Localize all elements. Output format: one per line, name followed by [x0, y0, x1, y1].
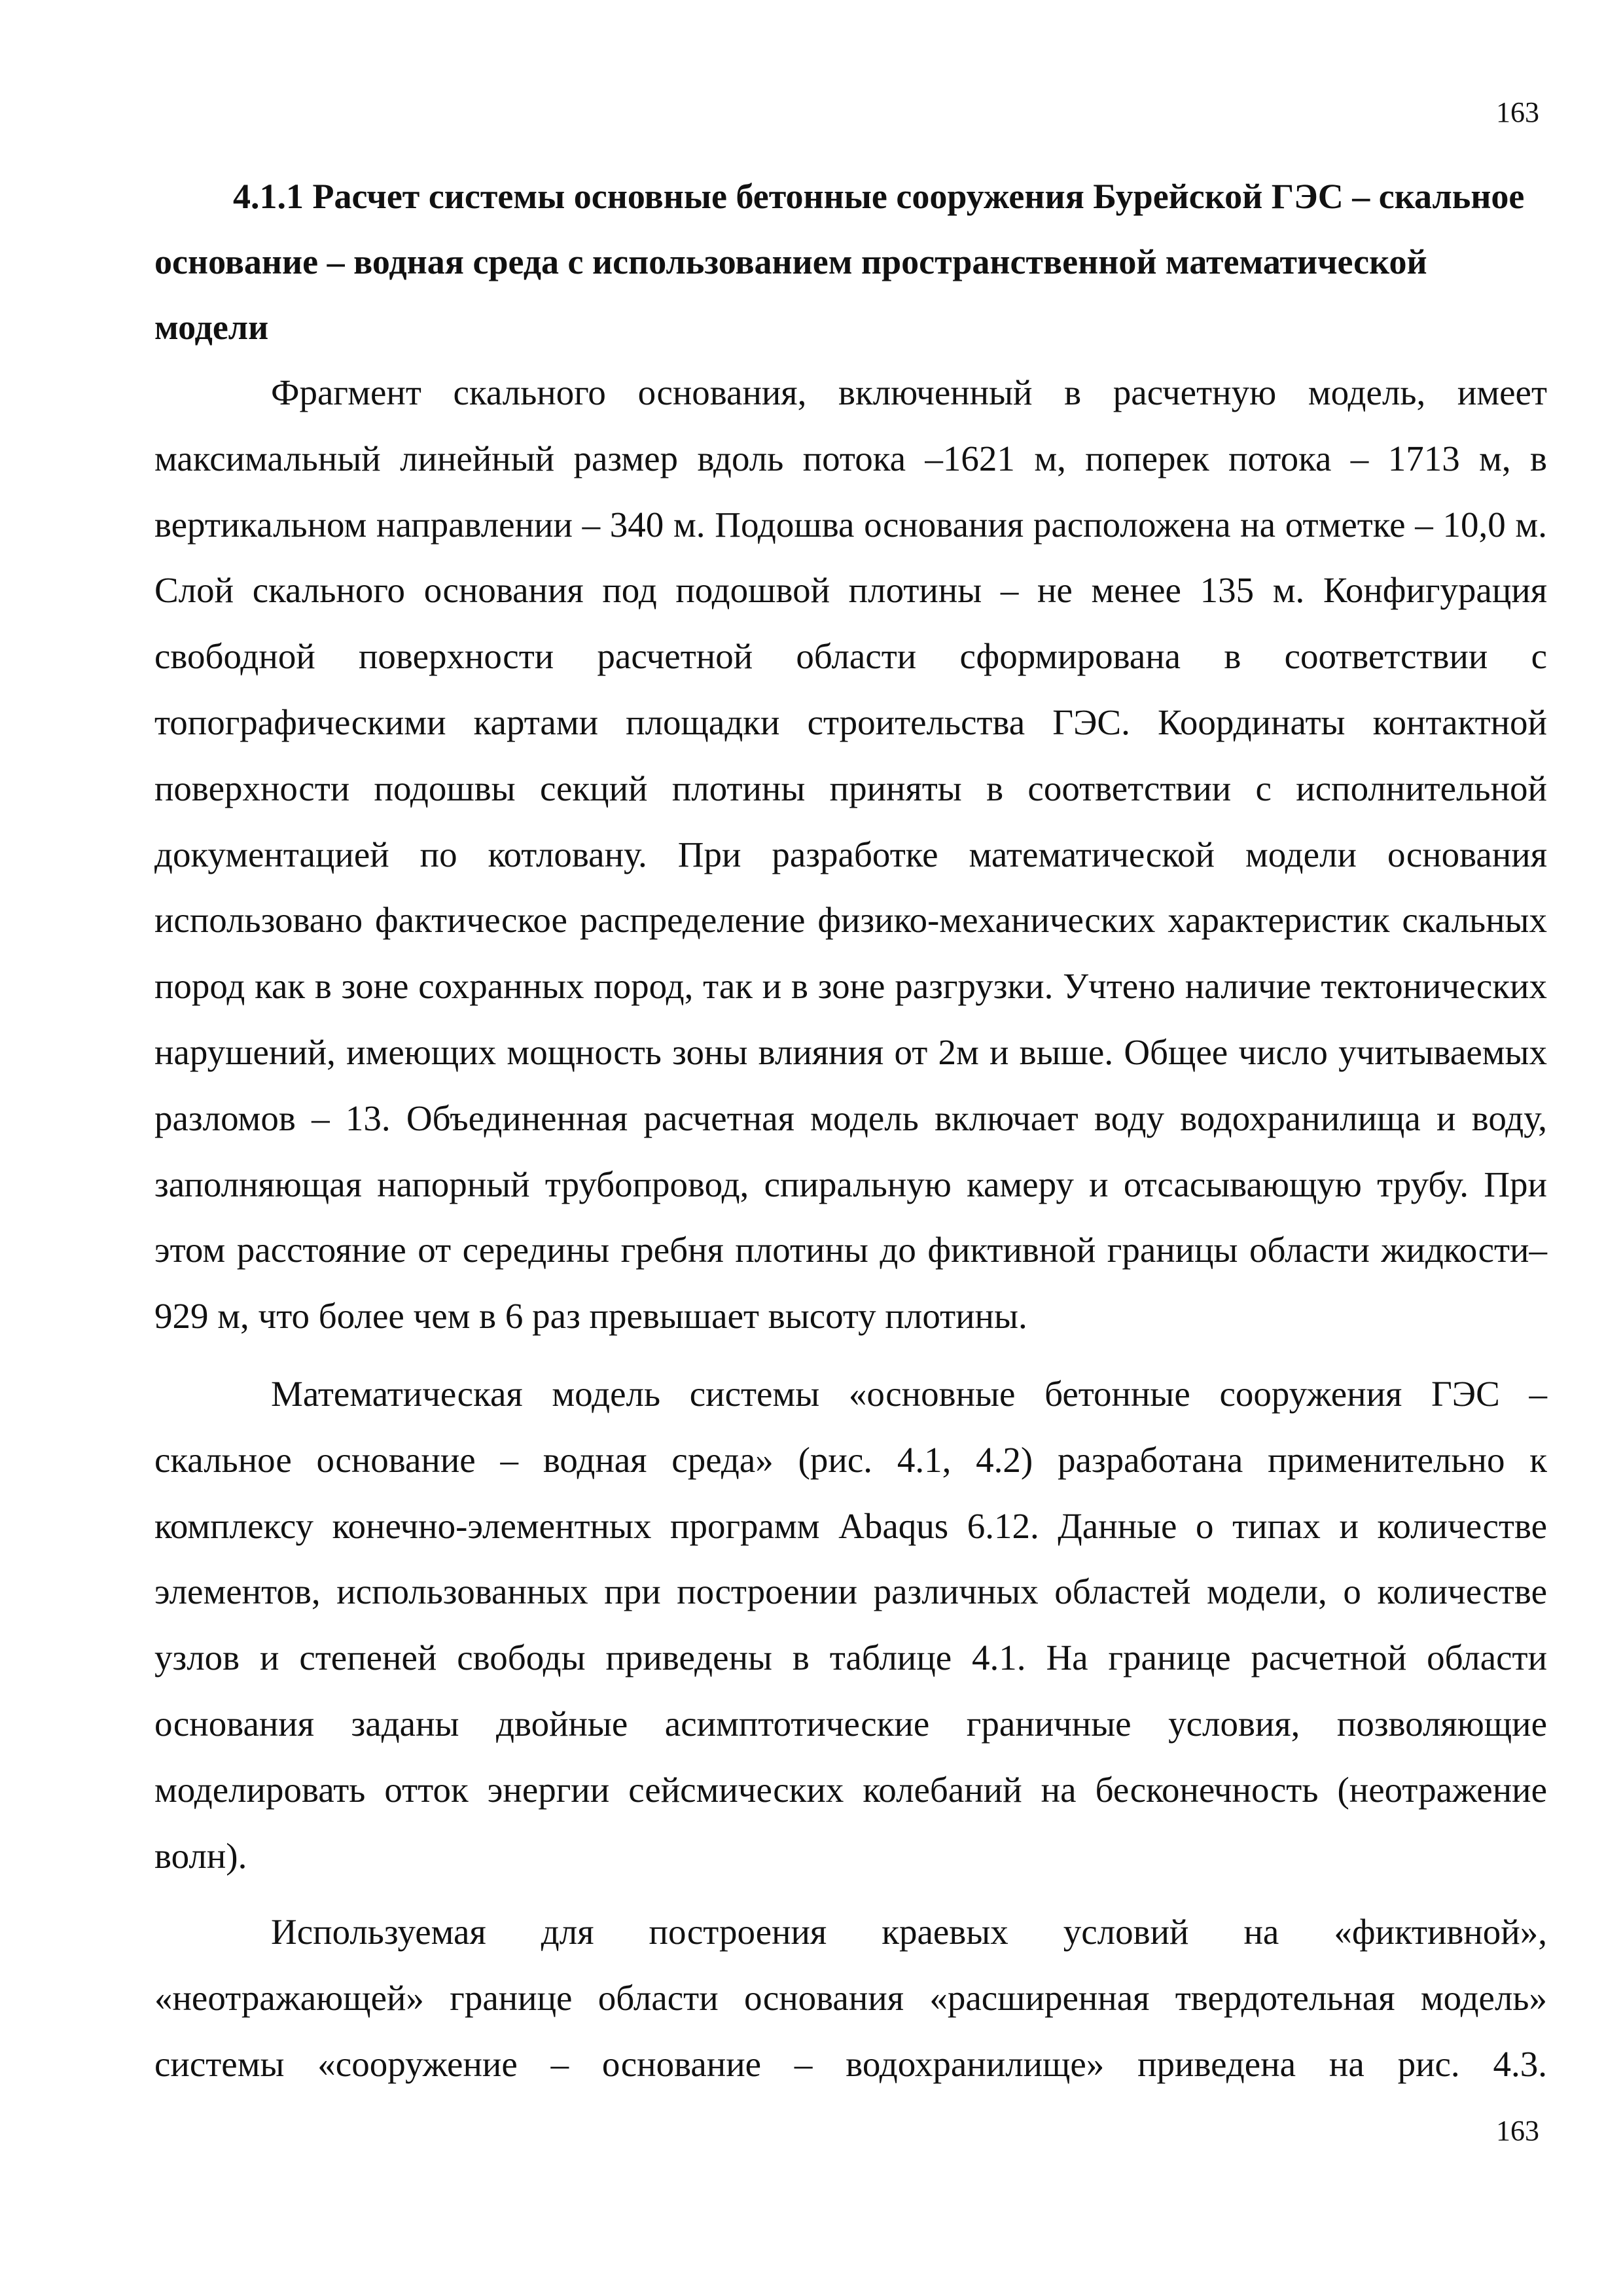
section-heading: 4.1.1 Расчет системы основные бетонные сооружения Бурейской ГЭС – скальное основание – водная среда с использованием пространственной математической модели	[154, 177, 1525, 347]
paragraph-3: Используемая для построения краевых условий на «фиктивной», «неотражающей» границе области основания «расширенная твердотельная модель» системы «сооружение – основание – водохранилище» приведена на рис. 4.3.	[154, 1912, 1547, 2084]
paragraph-1: Фрагмент скального основания, включенный в расчетную модель, имеет максимальный линейный размер вдоль потока –1621 м, поперек потока – 1713 м, в вертикальном направлении – 340 м. Подошва основания расположена на отметке – 10,0 м. Слой скального основания под подошвой плотины – не менее 135 м. Конфигурация свободной поверхности расчетной области сформирована в соответствии с топографическими картами площадки строительства ГЭС. Координаты контактной поверхности подошвы секций плотины приняты в соответствии с исполнительной документацией по котловану. При разработке математической модели основания использовано фактическое распределение физико-механических характеристик скальных пород как в зоне сохранных пород, так и в зоне разгрузки. Учтено наличие тектонических нарушений, имеющих мощность зоны влияния от 2м и выше. Общее число учитываемых разломов – 13. Объединенная расчетная модель включает воду водохранилища и воду, заполняющая напорный трубопровод, спиральную камеру и отсасывающую трубу. При этом расстояние от середины гребня плотины до фиктивной границы области жидкости–929 м, что более чем в 6 раз превышает высоту плотины.	[154, 372, 1547, 1336]
paragraph-2: Математическая модель системы «основные бетонные сооружения ГЭС – скальное основание – водная среда» (рис. 4.1, 4.2) разработана применительно к комплексу конечно-элементных программ Abaqus 6.12. Данные о типах и количестве элементов, использованных при построении различных областей модели, о количестве узлов и степеней свободы приведены в таблице 4.1. На границе расчетной области основания заданы двойные асимптотические граничные условия, позволяющие моделировать отток энергии сейсмических колебаний на бесконечность (неотражение волн).	[154, 1373, 1547, 1876]
page-number-bottom: 163	[1496, 2115, 1539, 2147]
page-content	[154, 164, 1547, 2098]
page-number-top: 163	[1496, 96, 1539, 128]
